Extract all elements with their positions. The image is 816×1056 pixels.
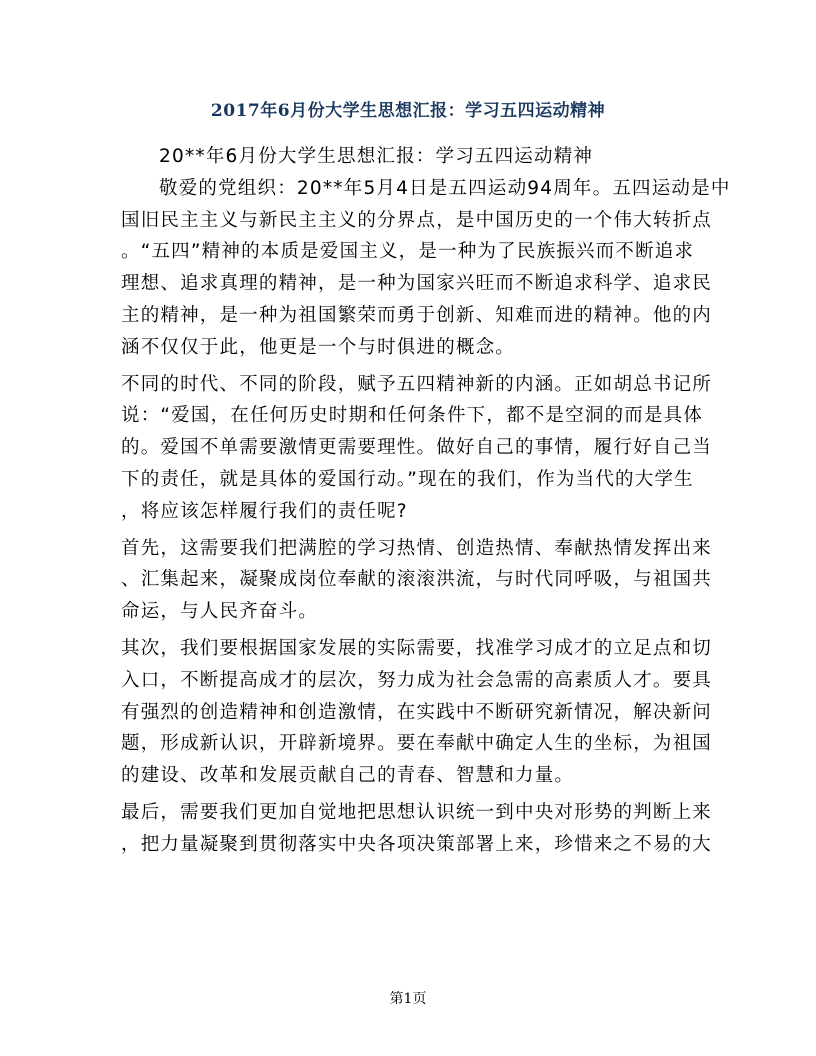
text-line: 不同的时代、不同的阶段，赋予五四精神新的内涵。正如胡总书记所	[121, 373, 713, 395]
paragraph-last	[121, 797, 713, 861]
text-line: 20**年6月份大学生思想汇报：学习五四运动精神	[159, 146, 594, 167]
paragraph-first	[121, 533, 713, 628]
text-line: 有强烈的创造精神和创造激情，在实践中不断研究新情况，解决新问	[121, 701, 713, 723]
text-line: 最后，需要我们更加自觉地把思想认识统一到中央对形势的判断上来	[121, 801, 713, 823]
text-line: 的建设、改革和发展贡献自己的青春、智慧和力量。	[121, 765, 575, 787]
text-line: 涵不仅仅于此，他更是一个与时俱进的概念。	[121, 336, 516, 358]
document-title: 2017年6月份大学生思想汇报：学习五四运动精神	[210, 101, 606, 121]
text-line: 。“五四”精神的本质是爱国主义，是一种为了民族振兴而不断追求	[121, 241, 695, 263]
text-line: 敬爱的党组织：20**年5月4日是五四运动94周年。五四运动是中	[159, 177, 731, 199]
text-line: 国旧民主主义与新民主主义的分界点，是中国历史的一个伟大转折点	[121, 209, 713, 231]
paragraph-second	[121, 633, 713, 792]
paragraph-subheading	[121, 141, 697, 173]
document-body	[121, 141, 731, 861]
text-line: 、汇集起来，凝聚成岗位奉献的滚滚洪流，与时代同呼吸，与祖国共	[121, 569, 713, 591]
text-line: 说：“爱国，在任何历史时期和任何条件下，都不是空洞的而是具体	[121, 405, 704, 427]
text-line: 首先，这需要我们把满腔的学习热情、创造热情、奉献热情发挥出来	[121, 537, 713, 559]
page-number: 第1页	[389, 991, 427, 1007]
text-line: 主的精神，是一种为祖国繁荣而勇于创新、知难而进的精神。他的内	[121, 304, 713, 326]
text-line: 下的责任，就是具体的爱国行动。”现在的我们，作为当代的大学生	[121, 468, 694, 490]
text-line: 的。爱国不单需要激情更需要理性。做好自己的事情，履行好自己当	[121, 437, 713, 459]
text-line: 其次，我们要根据国家发展的实际需要，找准学习成才的立足点和切	[121, 637, 713, 659]
text-line: 题，形成新认识，开辟新境界。要在奉献中确定人生的坐标，为祖国	[121, 733, 713, 755]
paragraph-era	[121, 369, 713, 528]
text-line: 理想、追求真理的精神，是一种为国家兴旺而不断追求科学、追求民	[121, 273, 713, 295]
text-line: 命运，与人民齐奋斗。	[121, 601, 319, 623]
paragraph-greeting	[121, 173, 731, 364]
text-line: ，将应该怎样履行我们的责任呢?	[121, 500, 408, 522]
text-line: ，把力量凝聚到贯彻落实中央各项决策部署上来，珍惜来之不易的大	[121, 833, 713, 855]
text-line: 入口，不断提高成才的层次，努力成为社会急需的高素质人才。要具	[121, 669, 713, 691]
